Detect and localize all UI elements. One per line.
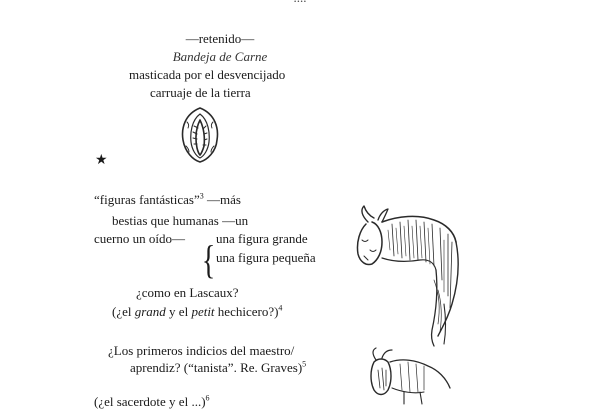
line-figura-pequena: una figura pequeña xyxy=(216,250,316,265)
line-cuerno: cuerno un oído— xyxy=(94,231,185,246)
line-hechicero xyxy=(112,304,282,319)
word-petit: petit xyxy=(191,304,215,319)
line-aprendiz xyxy=(130,360,306,375)
star-icon: ★ xyxy=(95,153,108,168)
footnote-4: 4 xyxy=(278,303,283,313)
line-figuras xyxy=(94,192,241,207)
line-figura-grande: una figura grande xyxy=(216,231,308,246)
cave-animal-sketch-icon xyxy=(362,348,452,404)
hechicero-mid: y el xyxy=(165,304,192,319)
bottom-text: (¿el sacerdote y el ...) xyxy=(94,394,206,409)
word-grand: grand xyxy=(134,304,166,319)
figuras-text: “figuras fantásticas” xyxy=(94,192,200,207)
line-lascaux: ¿como en Lascaux? xyxy=(136,285,239,300)
line-retenido: —retenido— xyxy=(185,31,255,46)
figuras-mas: —más xyxy=(203,192,241,207)
line-bottom-fragment xyxy=(94,394,210,409)
footnote-5: 5 xyxy=(302,359,307,369)
aprendiz-text: aprendiz? (“tanista”. Re. Graves) xyxy=(130,360,303,375)
line-bestias: bestias que humanas —un xyxy=(112,213,249,228)
line-masticada: masticada por el desvencijado xyxy=(129,67,286,82)
line-carruaje: carruaje de la tierra xyxy=(150,85,251,100)
footnote-6: 6 xyxy=(205,393,210,403)
top-fragment xyxy=(250,0,350,5)
cave-bison-sketch-icon xyxy=(348,200,478,350)
line-primeros: ¿Los primeros indicios del maestro/ xyxy=(108,343,295,358)
brace-symbol: { xyxy=(201,237,216,282)
line-bandeja: Bandeja de Carne xyxy=(172,49,268,64)
hechicero-open: (¿el xyxy=(112,304,135,319)
vulva-sketch-icon xyxy=(175,106,225,164)
hechicero-close: hechicero?) xyxy=(214,304,279,319)
footnote-3: 3 xyxy=(199,191,204,201)
